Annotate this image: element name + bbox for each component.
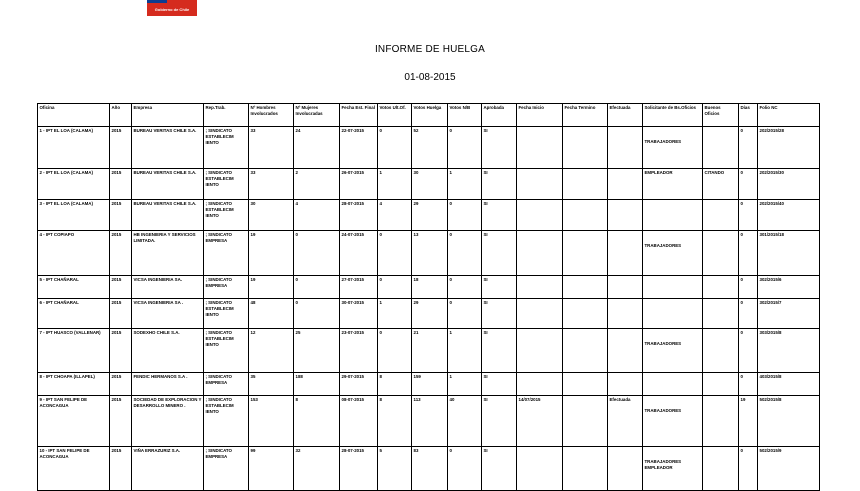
cell-mujeres: 4 — [294, 200, 340, 231]
cell-oficina: 7 - IPT HUASCO (VALLENAR) — [38, 329, 110, 373]
cell-votos-huelga: 113 — [412, 396, 448, 447]
cell-buenos-oficios — [703, 231, 739, 276]
table-row — [38, 299, 820, 329]
cell-fecha-est-final: 29-07-2015 — [340, 373, 378, 396]
cell-votos-huelga: 52 — [412, 127, 448, 169]
cell-votos-ult-of: 8 — [378, 396, 412, 447]
cell-mujeres: 24 — [294, 127, 340, 169]
cell-rep-trab: ; SINDICATO ESTABLECIM IENTO — [204, 329, 249, 373]
cell-anio: 2015 — [110, 200, 132, 231]
cell-votos-ult-of: 0 — [378, 276, 412, 299]
cell-solicitante: TRABAJADORES — [643, 231, 703, 276]
cell-votos-nb: 1 — [448, 329, 482, 373]
cell-votos-nb: 1 — [448, 373, 482, 396]
cell-rep-trab: ; SINDICATO ESTABLECIM IENTO — [204, 127, 249, 169]
cell-fecha-inicio — [517, 169, 563, 200]
column-header: Fecha Inicio — [517, 104, 563, 127]
table-row — [38, 127, 820, 169]
cell-buenos-oficios — [703, 299, 739, 329]
cell-folio: 502/2015/8 — [758, 396, 820, 447]
table-row — [38, 169, 820, 200]
cell-empresa: SOCIEDAD DE EXPLORACION Y DESARROLLO MINERO . — [132, 396, 204, 447]
cell-fecha-inicio: 14/07/2015 — [517, 396, 563, 447]
cell-folio: 202/2015/28 — [758, 127, 820, 169]
cell-aprobada: SI — [482, 299, 517, 329]
cell-votos-ult-of: 5 — [378, 447, 412, 491]
cell-fecha-est-final: 23-07-2015 — [340, 329, 378, 373]
cell-fecha-inicio — [517, 447, 563, 491]
cell-hombres: 35 — [249, 373, 294, 396]
cell-buenos-oficios — [703, 276, 739, 299]
column-header: Empresa — [132, 104, 204, 127]
cell-fecha-termino — [563, 396, 608, 447]
cell-rep-trab: ; SINDICATO EMPRESA — [204, 231, 249, 276]
gobierno-logo — [147, 0, 197, 16]
cell-dias: 0 — [739, 373, 758, 396]
cell-mujeres: 8 — [294, 396, 340, 447]
cell-oficina: 8 - IPT CHOAPA (ILLAPEL) — [38, 373, 110, 396]
column-header: Días — [739, 104, 758, 127]
cell-folio: 303/2015/8 — [758, 329, 820, 373]
cell-votos-huelga: 21 — [412, 329, 448, 373]
cell-efectuada — [608, 329, 643, 373]
cell-rep-trab: ; SINDICATO ESTABLECIM IENTO — [204, 396, 249, 447]
cell-buenos-oficios — [703, 396, 739, 447]
cell-fecha-inicio — [517, 276, 563, 299]
cell-rep-trab: ; SINDICATO ESTABLECIM IENTO — [204, 169, 249, 200]
cell-oficina: 1 - IPT EL LOA (CALAMA) — [38, 127, 110, 169]
cell-dias: 0 — [739, 329, 758, 373]
cell-fecha-termino — [563, 299, 608, 329]
column-header: Solicitante de Bs.Oficios — [643, 104, 703, 127]
column-header: Oficina — [38, 104, 110, 127]
cell-rep-trab: ; SINDICATO ESTABLECIM IENTO — [204, 200, 249, 231]
table-row — [38, 329, 820, 373]
cell-solicitante: EMPLEADOR — [643, 169, 703, 200]
cell-votos-huelga: 13 — [412, 231, 448, 276]
column-header: Votos Huelga — [412, 104, 448, 127]
cell-oficina: 2 - IPT EL LOA (CALAMA) — [38, 169, 110, 200]
cell-hombres: 19 — [249, 276, 294, 299]
cell-fecha-termino — [563, 127, 608, 169]
cell-hombres: 99 — [249, 447, 294, 491]
cell-fecha-termino — [563, 329, 608, 373]
column-header: Nº Mujeres Involucradas — [294, 104, 340, 127]
cell-empresa: VICSA INGENIERIA SA . — [132, 299, 204, 329]
cell-fecha-inicio — [517, 329, 563, 373]
column-header: Votos Ult.Of. — [378, 104, 412, 127]
cell-fecha-est-final: 08-07-2015 — [340, 396, 378, 447]
column-header: Rep.Trab. — [204, 104, 249, 127]
cell-fecha-termino — [563, 276, 608, 299]
cell-oficina: 6 - IPT CHAÑARAL — [38, 299, 110, 329]
cell-empresa: FENDIC HERMANOS S.A . — [132, 373, 204, 396]
cell-folio: 202/2015/40 — [758, 200, 820, 231]
cell-mujeres: 0 — [294, 231, 340, 276]
strike-report-table — [37, 103, 820, 491]
cell-aprobada: SI — [482, 200, 517, 231]
cell-folio: 502/2015/9 — [758, 447, 820, 491]
cell-solicitante: TRABAJADORES — [643, 329, 703, 373]
logo-text: Gobierno de Chile — [154, 7, 190, 12]
cell-solicitante — [643, 200, 703, 231]
table-row — [38, 373, 820, 396]
cell-votos-ult-of: 0 — [378, 329, 412, 373]
cell-mujeres: 2 — [294, 169, 340, 200]
cell-aprobada: SI — [482, 231, 517, 276]
cell-fecha-inicio — [517, 231, 563, 276]
cell-buenos-oficios: CITANDO — [703, 169, 739, 200]
cell-efectuada — [608, 200, 643, 231]
cell-oficina: 10 - IPT SAN FELIPE DE ACONCAGUA — [38, 447, 110, 491]
cell-aprobada: SI — [482, 373, 517, 396]
cell-efectuada — [608, 447, 643, 491]
cell-dias: 0 — [739, 299, 758, 329]
cell-empresa: VIÑA ERRAZURIZ S.A. — [132, 447, 204, 491]
cell-mujeres: 188 — [294, 373, 340, 396]
cell-fecha-est-final: 26-07-2015 — [340, 169, 378, 200]
cell-oficina: 5 - IPT CHAÑARAL — [38, 276, 110, 299]
column-header: Fecha Termino — [563, 104, 608, 127]
cell-fecha-termino — [563, 169, 608, 200]
cell-dias: 0 — [739, 447, 758, 491]
cell-solicitante — [643, 276, 703, 299]
table-row — [38, 231, 820, 276]
cell-fecha-inicio — [517, 127, 563, 169]
cell-aprobada: SI — [482, 169, 517, 200]
table-header-row — [38, 104, 820, 127]
cell-fecha-termino — [563, 231, 608, 276]
cell-efectuada — [608, 373, 643, 396]
cell-mujeres: 32 — [294, 447, 340, 491]
cell-folio: 302/2015/7 — [758, 299, 820, 329]
cell-fecha-termino — [563, 447, 608, 491]
cell-votos-ult-of: 0 — [378, 231, 412, 276]
cell-aprobada: SI — [482, 396, 517, 447]
cell-hombres: 33 — [249, 169, 294, 200]
cell-buenos-oficios — [703, 127, 739, 169]
cell-hombres: 12 — [249, 329, 294, 373]
cell-anio: 2015 — [110, 447, 132, 491]
cell-votos-ult-of: 1 — [378, 299, 412, 329]
cell-votos-ult-of: 1 — [378, 169, 412, 200]
cell-solicitante: TRABAJADORES — [643, 396, 703, 447]
cell-votos-huelga: 18 — [412, 276, 448, 299]
cell-hombres: 153 — [249, 396, 294, 447]
column-header: Nº Hombres Involucrados — [249, 104, 294, 127]
cell-efectuada — [608, 276, 643, 299]
cell-efectuada: Efectuada — [608, 396, 643, 447]
cell-fecha-est-final: 27-07-2015 — [340, 276, 378, 299]
cell-votos-ult-of: 4 — [378, 200, 412, 231]
cell-votos-huelga: 83 — [412, 447, 448, 491]
cell-dias: 0 — [739, 127, 758, 169]
column-header: Efectuada — [608, 104, 643, 127]
cell-votos-nb: 0 — [448, 127, 482, 169]
cell-dias: 19 — [739, 396, 758, 447]
cell-votos-huelga: 159 — [412, 373, 448, 396]
cell-folio: 202/2015/30 — [758, 169, 820, 200]
cell-oficina: 3 - IPT EL LOA (CALAMA) — [38, 200, 110, 231]
cell-mujeres: 25 — [294, 329, 340, 373]
cell-aprobada: SI — [482, 329, 517, 373]
cell-fecha-termino — [563, 200, 608, 231]
cell-anio: 2015 — [110, 169, 132, 200]
cell-fecha-inicio — [517, 200, 563, 231]
column-header: Año — [110, 104, 132, 127]
cell-efectuada — [608, 299, 643, 329]
cell-rep-trab: ; SINDICATO ESTABLECIM IENTO — [204, 299, 249, 329]
column-header: Votos N/B — [448, 104, 482, 127]
cell-dias: 0 — [739, 169, 758, 200]
cell-empresa: BUREAU VERITAS CHILE S.A. — [132, 169, 204, 200]
cell-votos-nb: 0 — [448, 231, 482, 276]
cell-mujeres: 0 — [294, 276, 340, 299]
cell-hombres: 33 — [249, 127, 294, 169]
cell-fecha-est-final: 30-07-2015 — [340, 299, 378, 329]
cell-folio: 301/2015/18 — [758, 231, 820, 276]
cell-fecha-est-final: 28-07-2015 — [340, 200, 378, 231]
cell-votos-huelga: 30 — [412, 169, 448, 200]
column-header: Aprobada — [482, 104, 517, 127]
cell-dias: 0 — [739, 276, 758, 299]
cell-efectuada — [608, 127, 643, 169]
cell-anio: 2015 — [110, 396, 132, 447]
cell-votos-nb: 0 — [448, 200, 482, 231]
cell-solicitante — [643, 299, 703, 329]
table-row — [38, 276, 820, 299]
cell-anio: 2015 — [110, 329, 132, 373]
cell-votos-nb: 0 — [448, 276, 482, 299]
cell-fecha-termino — [563, 373, 608, 396]
cell-anio: 2015 — [110, 127, 132, 169]
cell-rep-trab: ; SINDICATO EMPRESA — [204, 447, 249, 491]
table-row — [38, 447, 820, 491]
cell-oficina: 9 - IPT SAN FELIPE DE ACONCAGUA — [38, 396, 110, 447]
cell-empresa: HB INGENIERIA Y SERVICIOS LIMITADA. — [132, 231, 204, 276]
cell-aprobada: SI — [482, 447, 517, 491]
cell-votos-nb: 0 — [448, 299, 482, 329]
table-row — [38, 200, 820, 231]
cell-rep-trab: ; SINDICATO EMPRESA — [204, 373, 249, 396]
cell-anio: 2015 — [110, 373, 132, 396]
cell-dias: 0 — [739, 231, 758, 276]
table-row — [38, 396, 820, 447]
cell-empresa: BUREAU VERITAS CHILE S.A. — [132, 127, 204, 169]
cell-fecha-est-final: 24-07-2015 — [340, 231, 378, 276]
cell-fecha-inicio — [517, 373, 563, 396]
cell-hombres: 48 — [249, 299, 294, 329]
cell-empresa: BUREAU VERITAS CHILE S.A. — [132, 200, 204, 231]
cell-aprobada: SI — [482, 276, 517, 299]
cell-fecha-est-final: 28-07-2015 — [340, 447, 378, 491]
cell-empresa: VICSA INGENIERIA SA. — [132, 276, 204, 299]
cell-fecha-inicio — [517, 299, 563, 329]
column-header: Buenos Oficios — [703, 104, 739, 127]
cell-buenos-oficios — [703, 373, 739, 396]
column-header: Fecha Est. Final — [340, 104, 378, 127]
cell-votos-ult-of: 8 — [378, 373, 412, 396]
cell-hombres: 30 — [249, 200, 294, 231]
column-header: Folio NC — [758, 104, 820, 127]
cell-hombres: 19 — [249, 231, 294, 276]
cell-votos-nb: 0 — [448, 447, 482, 491]
cell-mujeres: 0 — [294, 299, 340, 329]
cell-anio: 2015 — [110, 231, 132, 276]
cell-efectuada — [608, 231, 643, 276]
cell-solicitante: TRABAJADORES EMPLEADOR — [643, 447, 703, 491]
cell-rep-trab: ; SINDICATO EMPRESA — [204, 276, 249, 299]
cell-votos-huelga: 29 — [412, 299, 448, 329]
cell-solicitante — [643, 373, 703, 396]
cell-aprobada: SI — [482, 127, 517, 169]
cell-buenos-oficios — [703, 200, 739, 231]
cell-solicitante: TRABAJADORES — [643, 127, 703, 169]
cell-dias: 0 — [739, 200, 758, 231]
cell-folio: 302/2015/6 — [758, 276, 820, 299]
cell-fecha-est-final: 22-07-2015 — [340, 127, 378, 169]
cell-votos-nb: 1 — [448, 169, 482, 200]
cell-buenos-oficios — [703, 329, 739, 373]
cell-votos-nb: 40 — [448, 396, 482, 447]
cell-efectuada — [608, 169, 643, 200]
report-date: 01-08-2015 — [404, 72, 456, 83]
cell-buenos-oficios — [703, 447, 739, 491]
cell-oficina: 4 - IPT COPIAPO — [38, 231, 110, 276]
cell-folio: 403/2015/8 — [758, 373, 820, 396]
cell-votos-huelga: 29 — [412, 200, 448, 231]
cell-empresa: SODEXHO CHILE S.A. — [132, 329, 204, 373]
cell-anio: 2015 — [110, 276, 132, 299]
cell-anio: 2015 — [110, 299, 132, 329]
cell-votos-ult-of: 0 — [378, 127, 412, 169]
report-title: INFORME DE HUELGA — [374, 44, 486, 55]
